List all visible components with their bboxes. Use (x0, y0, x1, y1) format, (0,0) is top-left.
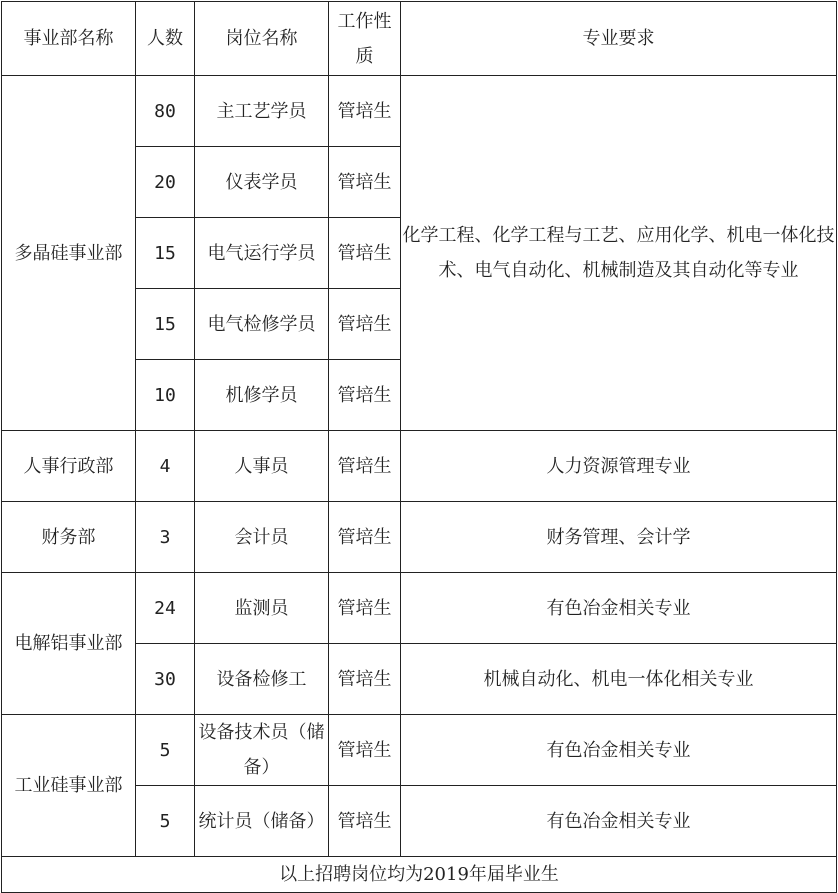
nature-cell: 管培生 (329, 360, 401, 431)
position-cell: 仪表学员 (195, 147, 329, 218)
nature-cell: 管培生 (329, 644, 401, 715)
recruitment-table (1, 1, 837, 893)
position-cell: 电气检修学员 (195, 289, 329, 360)
major-cell: 有色冶金相关专业 (401, 786, 837, 857)
count-cell: 20 (136, 147, 195, 218)
header-nature: 工作性质 (329, 2, 401, 76)
table-footer-row (2, 857, 837, 893)
count-cell: 24 (136, 573, 195, 644)
count-cell: 80 (136, 76, 195, 147)
table-row (2, 573, 837, 644)
count-cell: 15 (136, 218, 195, 289)
nature-cell: 管培生 (329, 573, 401, 644)
position-cell: 监测员 (195, 573, 329, 644)
table-header-row (2, 2, 837, 76)
major-cell: 机械自动化、机电一体化相关专业 (401, 644, 837, 715)
department-cell: 财务部 (2, 502, 136, 573)
count-cell: 10 (136, 360, 195, 431)
table-row (2, 76, 837, 147)
department-cell: 人事行政部 (2, 431, 136, 502)
header-count: 人数 (136, 2, 195, 76)
major-cell: 人力资源管理专业 (401, 431, 837, 502)
count-cell: 5 (136, 786, 195, 857)
count-cell: 4 (136, 431, 195, 502)
nature-cell: 管培生 (329, 76, 401, 147)
nature-cell: 管培生 (329, 218, 401, 289)
nature-cell: 管培生 (329, 715, 401, 786)
table-row (2, 715, 837, 786)
major-cell: 有色冶金相关专业 (401, 573, 837, 644)
position-cell: 设备技术员（储备） (195, 715, 329, 786)
major-cell: 有色冶金相关专业 (401, 715, 837, 786)
position-cell: 机修学员 (195, 360, 329, 431)
footer-note: 以上招聘岗位均为2019年届毕业生 (2, 857, 837, 893)
position-cell: 会计员 (195, 502, 329, 573)
nature-cell: 管培生 (329, 289, 401, 360)
department-cell: 电解铝事业部 (2, 573, 136, 715)
position-cell: 统计员（储备） (195, 786, 329, 857)
nature-cell: 管培生 (329, 431, 401, 502)
count-cell: 5 (136, 715, 195, 786)
count-cell: 30 (136, 644, 195, 715)
position-cell: 人事员 (195, 431, 329, 502)
nature-cell: 管培生 (329, 502, 401, 573)
count-cell: 3 (136, 502, 195, 573)
major-cell: 财务管理、会计学 (401, 502, 837, 573)
position-cell: 电气运行学员 (195, 218, 329, 289)
header-position: 岗位名称 (195, 2, 329, 76)
table-row (2, 431, 837, 502)
department-cell: 工业硅事业部 (2, 715, 136, 857)
position-cell: 设备检修工 (195, 644, 329, 715)
department-cell: 多晶硅事业部 (2, 76, 136, 431)
header-major: 专业要求 (401, 2, 837, 76)
count-cell: 15 (136, 289, 195, 360)
nature-cell: 管培生 (329, 147, 401, 218)
nature-cell: 管培生 (329, 786, 401, 857)
major-cell: 化学工程、化学工程与工艺、应用化学、机电一体化技术、电气自动化、机械制造及其自动化等专业 (401, 76, 837, 431)
table-row (2, 502, 837, 573)
header-department: 事业部名称 (2, 2, 136, 76)
position-cell: 主工艺学员 (195, 76, 329, 147)
